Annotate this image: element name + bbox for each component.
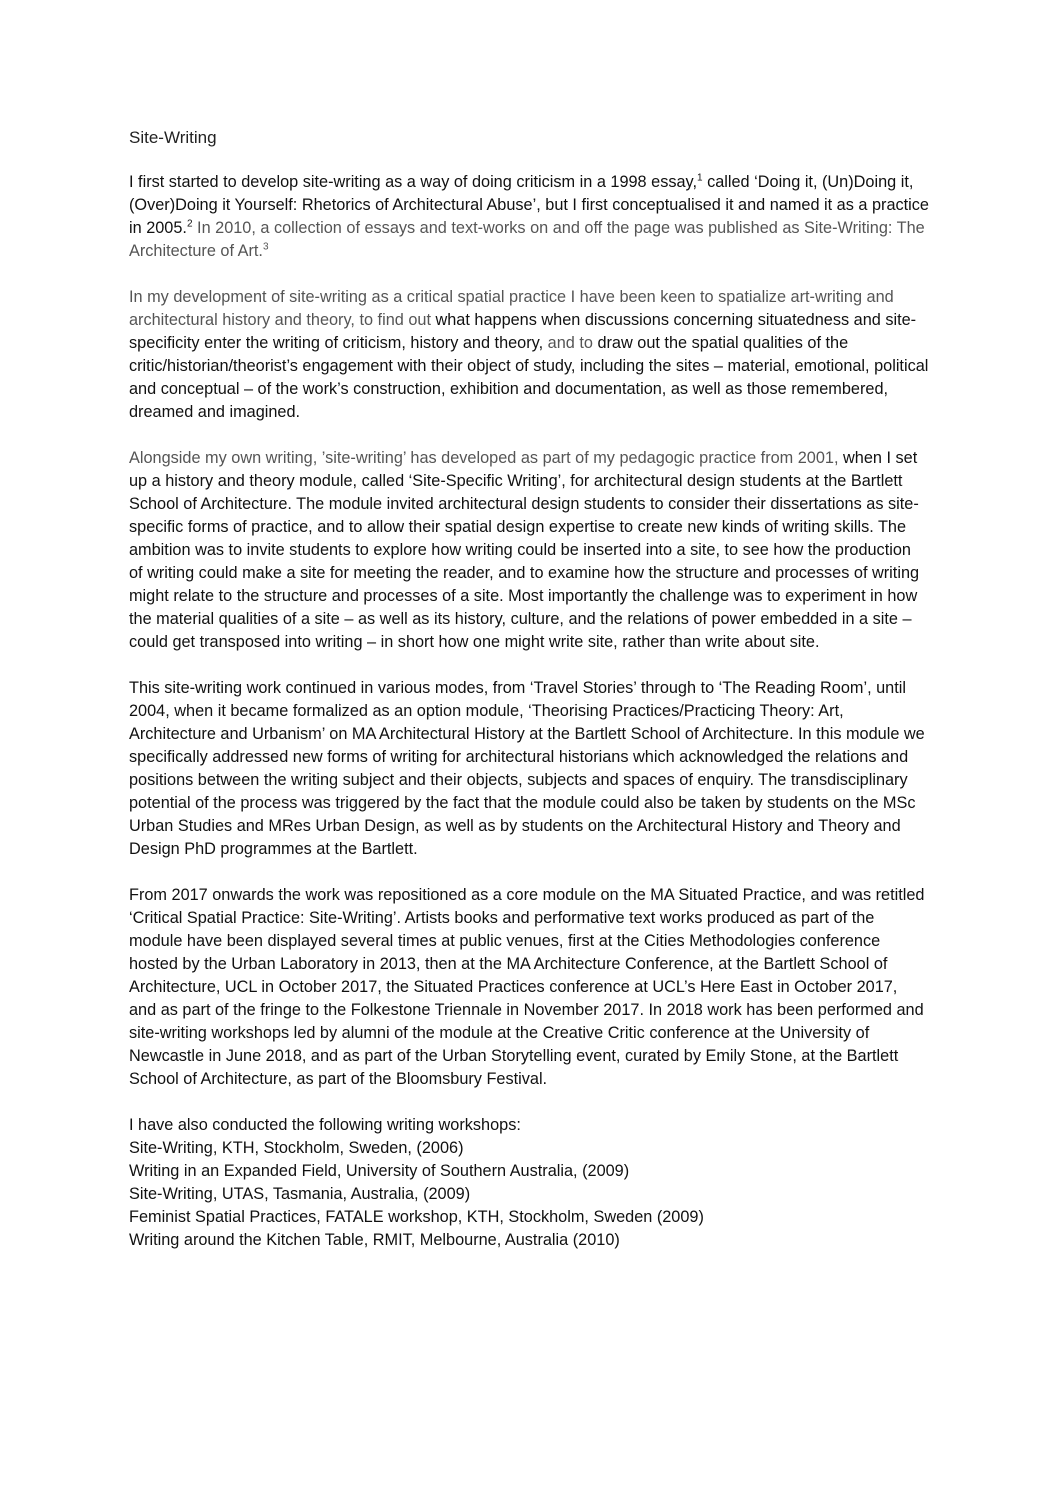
paragraph-5: From 2017 onwards the work was repositioned as a core module on the MA Situated Practice, and was retitled ‘Critical Spatial Practice: Site-Writing’. Artists books and performative text works produced as part of the module have been displayed several times at public venues, first at the Cities Methodologies conference hosted by the Urban Laboratory in 2013, then at the MA Architecture Conference, at the Bartlett School of Architecture, UCL in October 2017, the Situated Practices conference at UCL’s Here East in October 2017, and as part of the fringe to the Folkestone Triennale in November 2017. In 2018 work has been performed and site-writing workshops led by alumni of the module at the Creative Critic conference at the University of Newcastle in June 2018, and as part of the Urban Storytelling event, curated by Emily Stone, at the Bartlett School of Architecture, as part of the Bloomsbury Festival. [129, 886, 925, 1088]
list-item: Site-Writing, KTH, Stockholm, Sweden, (2006) [129, 1139, 464, 1157]
paragraph-2-text-b: what happens when discussions concerning situatedness and site-specificity enter the writing of criticism, history and theory, [129, 311, 917, 352]
footnote-marker-3: 3 [262, 241, 269, 253]
paragraph-2-text-c: and to [543, 334, 593, 352]
list-item: Writing in an Expanded Field, University of Southern Australia, (2009) [129, 1162, 630, 1180]
document-title: Site-Writing [129, 128, 217, 147]
paragraph-4: This site-writing work continued in various modes, from ‘Travel Stories’ through to ‘The Reading Room’, until 2004, when it became formalized as an option module, ‘Theorising Practices/Practicing Theory: Art, Architecture and Urbanism’ on MA Architectural History at the Bartlett School of Architecture. In this module we specifically addressed new forms of writing for architectural historians which acknowledged the relations and positions between the writing subject and their objects, subjects and spaces of enquiry. The transdisciplinary potential of the process was triggered by the fact that the module could also be taken by students on the MSc Urban Studies and MRes Urban Design, as well as by students on the Architectural History and Theory and Design PhD programmes at the Bartlett. [129, 679, 925, 858]
paragraph-2 [129, 286, 929, 424]
paragraph-1-text-b: called ‘Doing it, (Un)Doing it, (Over)Doing it Yourself: Rhetorics of Architectural Abuse’, but I first conceptualised it and named it as a practice in 2005. [129, 173, 929, 237]
workshops-list [129, 1114, 929, 1252]
paragraph-3 [129, 447, 929, 654]
paragraph-2-text-d: draw out the spatial qualities of the critic/historian/theorist’s engagement with their object of study, including the sites – material, emotional, political and conceptual – of the work’s construction, exhibition and documentation, as well as those remembered, dreamed and imagined. [129, 334, 929, 421]
list-item: Feminist Spatial Practices, FATALE workshop, KTH, Stockholm, Sweden (2009) [129, 1208, 704, 1226]
paragraph-1-text-a: I first started to develop site-writing as a way of doing criticism in a 1998 essay, [129, 173, 697, 191]
document-page [129, 126, 929, 1252]
workshops-intro: I have also conducted the following writing workshops: [129, 1116, 521, 1134]
list-item: Writing around the Kitchen Table, RMIT, Melbourne, Australia (2010) [129, 1231, 620, 1249]
list-item: Site-Writing, UTAS, Tasmania, Australia, (2009) [129, 1185, 471, 1203]
footnote-marker-2: 2 [186, 218, 193, 230]
paragraph-3-text-a: Alongside my own writing, ’site-writing’ has developed as part of my pedagogic practice from 2001, [129, 449, 839, 467]
paragraph-2-text-a: In my development of site-writing as a critical spatial practice I have been keen to spatialize art-writing and architectural history and theory, to find out [129, 288, 894, 329]
footnote-marker-1: 1 [696, 172, 703, 184]
paragraph-3-text-b: when I set up a history and theory module, called ‘Site-Specific Writing’, for architectural design students at the Bartlett School of Architecture. The module invited architectural design students to consider their dissertations as site-specific forms of practice, and to allow their spatial design expertise to create new kinds of writing skills. The ambition was to invite students to explore how writing could be inserted into a site, to see how the production of writing could make a site for meeting the reader, and to examine how the structure and processes of writing might relate to the structure and processes of a site. Most importantly the challenge was to experiment in how the material qualities of a site – as well as its history, culture, and the relations of power embedded in a site – could get transposed into writing – in short how one might write site, rather than write about site. [129, 449, 920, 651]
paragraph-1-text-c: In 2010, a collection of essays and text-works on and off the page was published as Site-Writing: The Architecture of Art. [129, 219, 925, 260]
paragraph-1 [129, 171, 929, 263]
